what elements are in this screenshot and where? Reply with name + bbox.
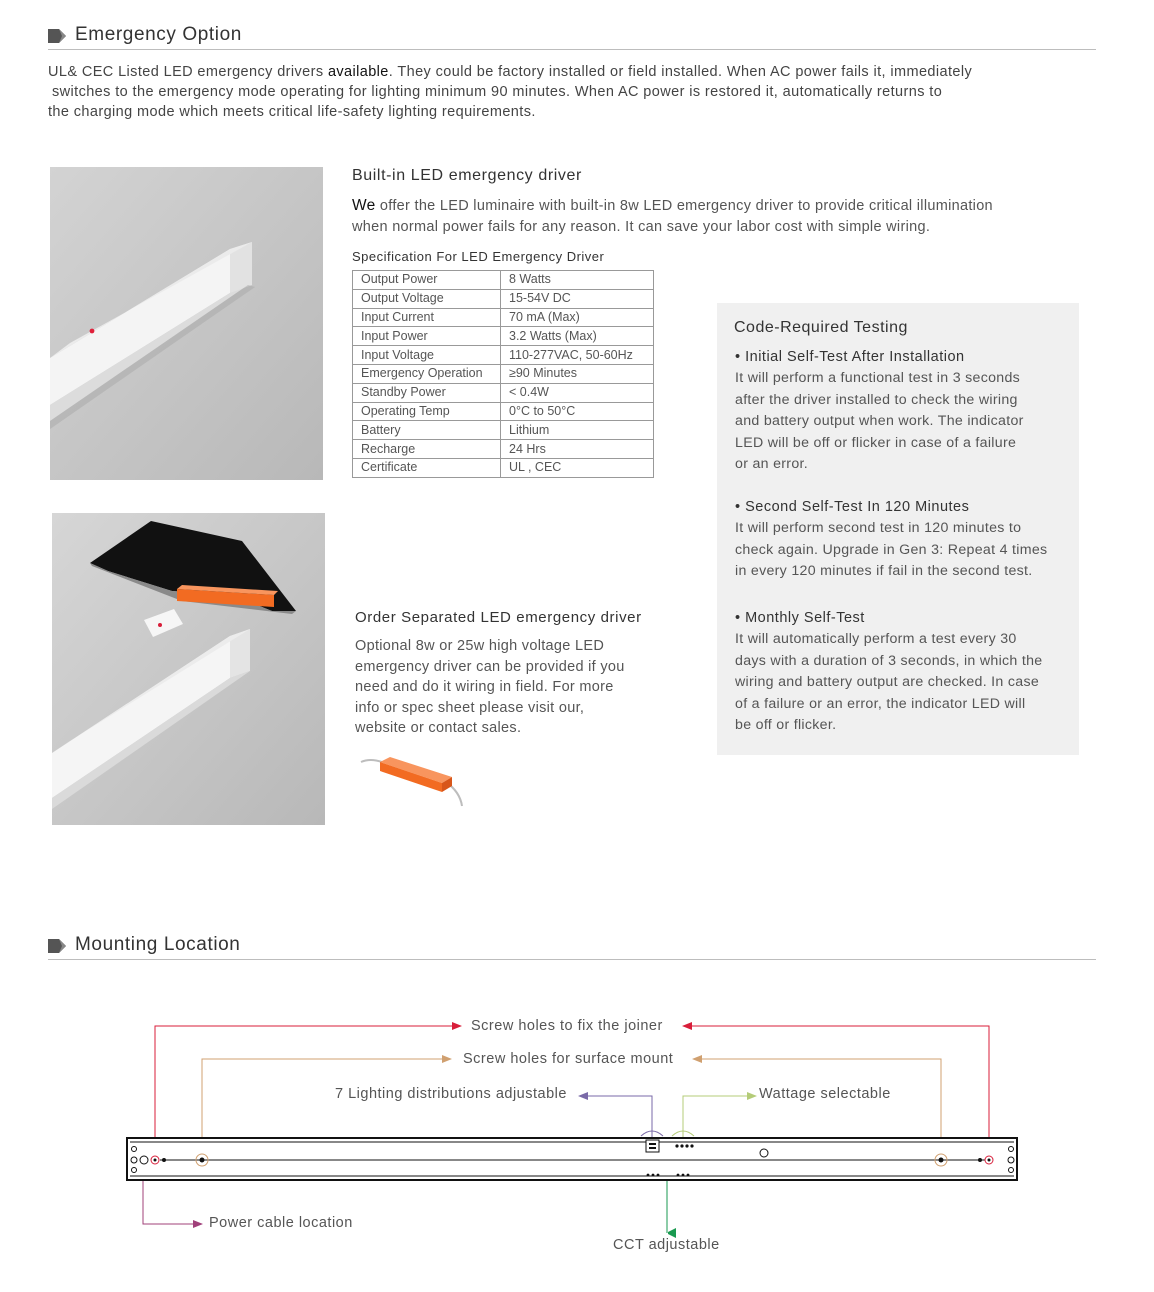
intro-emphasis: available [327, 64, 389, 80]
spec-value: 3.2 Watts (Max) [501, 327, 654, 346]
distribution-leader [579, 1096, 652, 1138]
spec-value: 8 Watts [501, 271, 654, 290]
spec-key: Standby Power [353, 383, 501, 402]
spec-value: Lithium [501, 421, 654, 440]
test-item-monthly: • Monthly Self-Test It will automatically perform a test every 30 days with a duration of 3 seconds, in which the wiring and battery output are checked. In case of a failure or an error, the indicator LED will be off or flicker. [735, 610, 1043, 733]
spec-key: Operating Temp [353, 402, 501, 421]
spec-row [353, 308, 654, 327]
wattage-leader [683, 1096, 756, 1138]
fixture-body [127, 1138, 1017, 1180]
spec-value: 15-54V DC [501, 289, 654, 308]
label-surface-holes: Screw holes for surface mount [463, 1051, 674, 1067]
section-title: Emergency Option [75, 24, 242, 45]
spec-key: Input Power [353, 327, 501, 346]
label-joiner-holes: Screw holes to fix the joiner [471, 1018, 663, 1034]
spec-row [353, 458, 654, 477]
label-power-cable: Power cable location [209, 1215, 353, 1231]
spec-value: 70 mA (Max) [501, 308, 654, 327]
spec-row [353, 421, 654, 440]
spec-key: Input Voltage [353, 346, 501, 365]
spec-table-title: Specification For LED Emergency Driver [352, 249, 605, 264]
mounting-diagram [0, 1000, 1154, 1260]
spec-value: 24 Hrs [501, 440, 654, 459]
testing-title: Code-Required Testing [734, 319, 908, 336]
label-distribution: 7 Lighting distributions adjustable [335, 1086, 567, 1102]
spec-key: Output Power [353, 271, 501, 290]
test-item-second: • Second Self-Test In 120 Minutes It will perform second test in 120 minutes to check again. Upgrade in Gen 3: Repeat 4 times in every 120 minutes if fail in the second test. [735, 499, 1048, 579]
label-wattage: Wattage selectable [759, 1086, 891, 1102]
spec-value: 0°C to 50°C [501, 402, 654, 421]
spec-table [352, 270, 654, 478]
section-header-mounting [48, 929, 1096, 960]
luminaire-photo [50, 167, 323, 480]
spec-row [353, 271, 654, 290]
spec-value: UL , CEC [501, 458, 654, 477]
builtin-title: Built-in LED emergency driver [352, 167, 582, 184]
testing-panel [717, 303, 1079, 755]
spec-row [353, 440, 654, 459]
spec-key: Output Voltage [353, 289, 501, 308]
spec-value: 110-277VAC, 50-60Hz [501, 346, 654, 365]
spec-value: ≥90 Minutes [501, 364, 654, 383]
section-arrow-icon [48, 939, 66, 953]
separated-description: Optional 8w or 25w high voltage LED emergency driver can be provided if you need and do it wiring in field. For more info or spec sheet please visit our, website or contact sales. [355, 638, 625, 736]
spec-row [353, 346, 654, 365]
emergency-driver-image [356, 752, 468, 808]
spec-key: Emergency Operation [353, 364, 501, 383]
spec-row [353, 402, 654, 421]
spec-row [353, 383, 654, 402]
spec-value: < 0.4W [501, 383, 654, 402]
section-title: Mounting Location [75, 934, 241, 955]
intro-paragraph: UL& CEC Listed LED emergency drivers available. They could be factory installed or field installed. When AC power fails it, immediately switches to the emergency mode operating for lighting minimum 90 minutes. When AC power is restored it, automatically returns to the charging mode which meets critical life-safety lighting requirements. [48, 64, 973, 120]
test-item-initial: • Initial Self-Test After Installation It will perform a functional test in 3 seconds after the driver installed to check the wiring and battery output when work. The indicator LED will be off or flicker in case of a failure or an error. [735, 349, 1024, 472]
spec-row [353, 327, 654, 346]
spec-key: Recharge [353, 440, 501, 459]
section-arrow-icon [48, 29, 66, 43]
section-header-emergency [48, 19, 1096, 50]
separated-driver-photo [52, 513, 325, 825]
spec-key: Certificate [353, 458, 501, 477]
separated-title: Order Separated LED emergency driver [355, 609, 642, 626]
label-cct: CCT adjustable [613, 1237, 720, 1253]
builtin-description: We offer the LED luminaire with built-in 8w LED emergency driver to provide critical illumination when normal power fails for any reason. It can save your labor cost with simple wiring. [352, 197, 993, 235]
spec-row [353, 364, 654, 383]
spec-key: Input Current [353, 308, 501, 327]
spec-row [353, 289, 654, 308]
spec-key: Battery [353, 421, 501, 440]
